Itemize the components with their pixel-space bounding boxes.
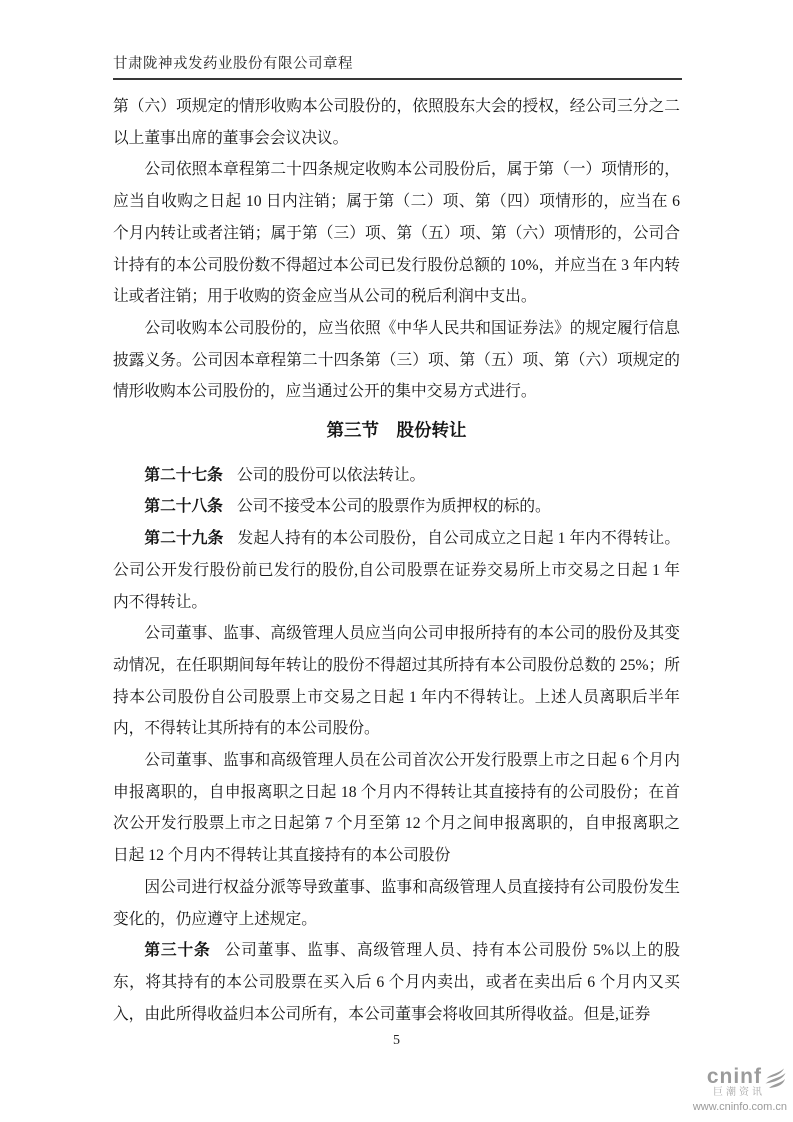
document-body bbox=[113, 91, 680, 1030]
body-paragraph: 第（六）项规定的情形收购本公司股份的，依照股东大会的授权，经公司三分之二以上董事出席的董事会会议决议。 bbox=[113, 98, 680, 147]
page-header bbox=[113, 54, 682, 80]
cninfo-brand-name: 巨潮资讯 bbox=[713, 1087, 765, 1098]
body-paragraph: 公司董事、监事、高级管理人员应当向公司申报所持有的本公司的股份及其变动情况，在任职期间每年转让的股份不得超过其所持有本公司股份总数的 25%；所持本公司股份自公司股票上市交易之日起 1 年内不得转让。上述人员离职后半年内，不得转让其所持有的本公司股份。 bbox=[113, 625, 680, 738]
article-number: 第三十条 bbox=[144, 942, 211, 960]
article-number: 第二十七条 bbox=[144, 466, 223, 484]
body-paragraph: 公司依照本章程第二十四条规定收购本公司股份后，属于第（一）项情形的，应当自收购之日起 10 日内注销；属于第（二）项、第（四）项情形的，应当在 6 个月内转让或者注销；属于第（三）项、第（五）项、第（六）项情形的，公司合计持有的本公司股份数不得超过本公司已发行股份总额的 10%，并应当在 3 年内转让或者注销；用于收购的资金应当从公司的税后利润中支出。 bbox=[113, 161, 680, 306]
article-number: 第二十九条 bbox=[144, 530, 224, 548]
watermark-logo-row bbox=[693, 1065, 787, 1089]
article-number: 第二十八条 bbox=[144, 498, 223, 516]
page-footer bbox=[0, 1033, 793, 1049]
cninfo-logo-text: cninf bbox=[706, 1065, 762, 1088]
body-paragraph: 公司收购本公司股份的，应当依照《中华人民共和国证券法》的规定履行信息披露义务。公司因本章程第二十四条第（三）项、第（五）项、第（六）项规定的情形收购本公司股份的，应当通过公开的集中交易方式进行。 bbox=[113, 319, 680, 401]
article-paragraph: 第二十七条 公司的股份可以依法转让。 bbox=[144, 466, 426, 484]
body-paragraph: 公司董事、监事和高级管理人员在公司首次公开发行股票上市之日起 6 个月内申报离职的，自申报离职之日起 18 个月内不得转让其直接持有的公司股份；在首次公开发行股票上市之日起第 7 个月至第 12 个月之间申报离职的，自申报离职之日起 12 个月内不得转让其直接持有的本公司股份 bbox=[113, 752, 680, 865]
body-paragraph: 因公司进行权益分派等导致董事、监事和高级管理人员直接持有公司股份发生变化的，仍应遵守上述规定。 bbox=[113, 878, 680, 928]
cninfo-swirl-icon bbox=[763, 1065, 787, 1089]
page-number: 5 bbox=[393, 1033, 400, 1048]
section-heading: 第三节 股份转让 bbox=[326, 420, 467, 441]
document-title: 甘肃陇神戎发药业股份有限公司章程 bbox=[113, 56, 353, 72]
article-paragraph: 第二十八条 公司不接受本公司的股票作为质押权的标的。 bbox=[144, 498, 551, 516]
article-paragraph: 第二十九条 发起人持有的本公司股份，自公司成立之日起 1 年内不得转让。公司公开发行股份前已发行的股份,自公司股票在证券交易所上市交易之日起 1 年内不得转让。 bbox=[113, 530, 681, 611]
cninfo-url: www.cninfo.com.cn bbox=[692, 1101, 787, 1113]
article-paragraph: 第三十条 公司董事、监事、高级管理人员、持有本公司股份 5%以上的股东，将其持有的本公司股票在买入后 6 个月内卖出，或者在卖出后 6 个月内又买入，由此所得收益归本公司所有，本公司董事会将收回其所得收益。但是,证券 bbox=[113, 942, 680, 1023]
cninfo-watermark bbox=[693, 1065, 787, 1114]
